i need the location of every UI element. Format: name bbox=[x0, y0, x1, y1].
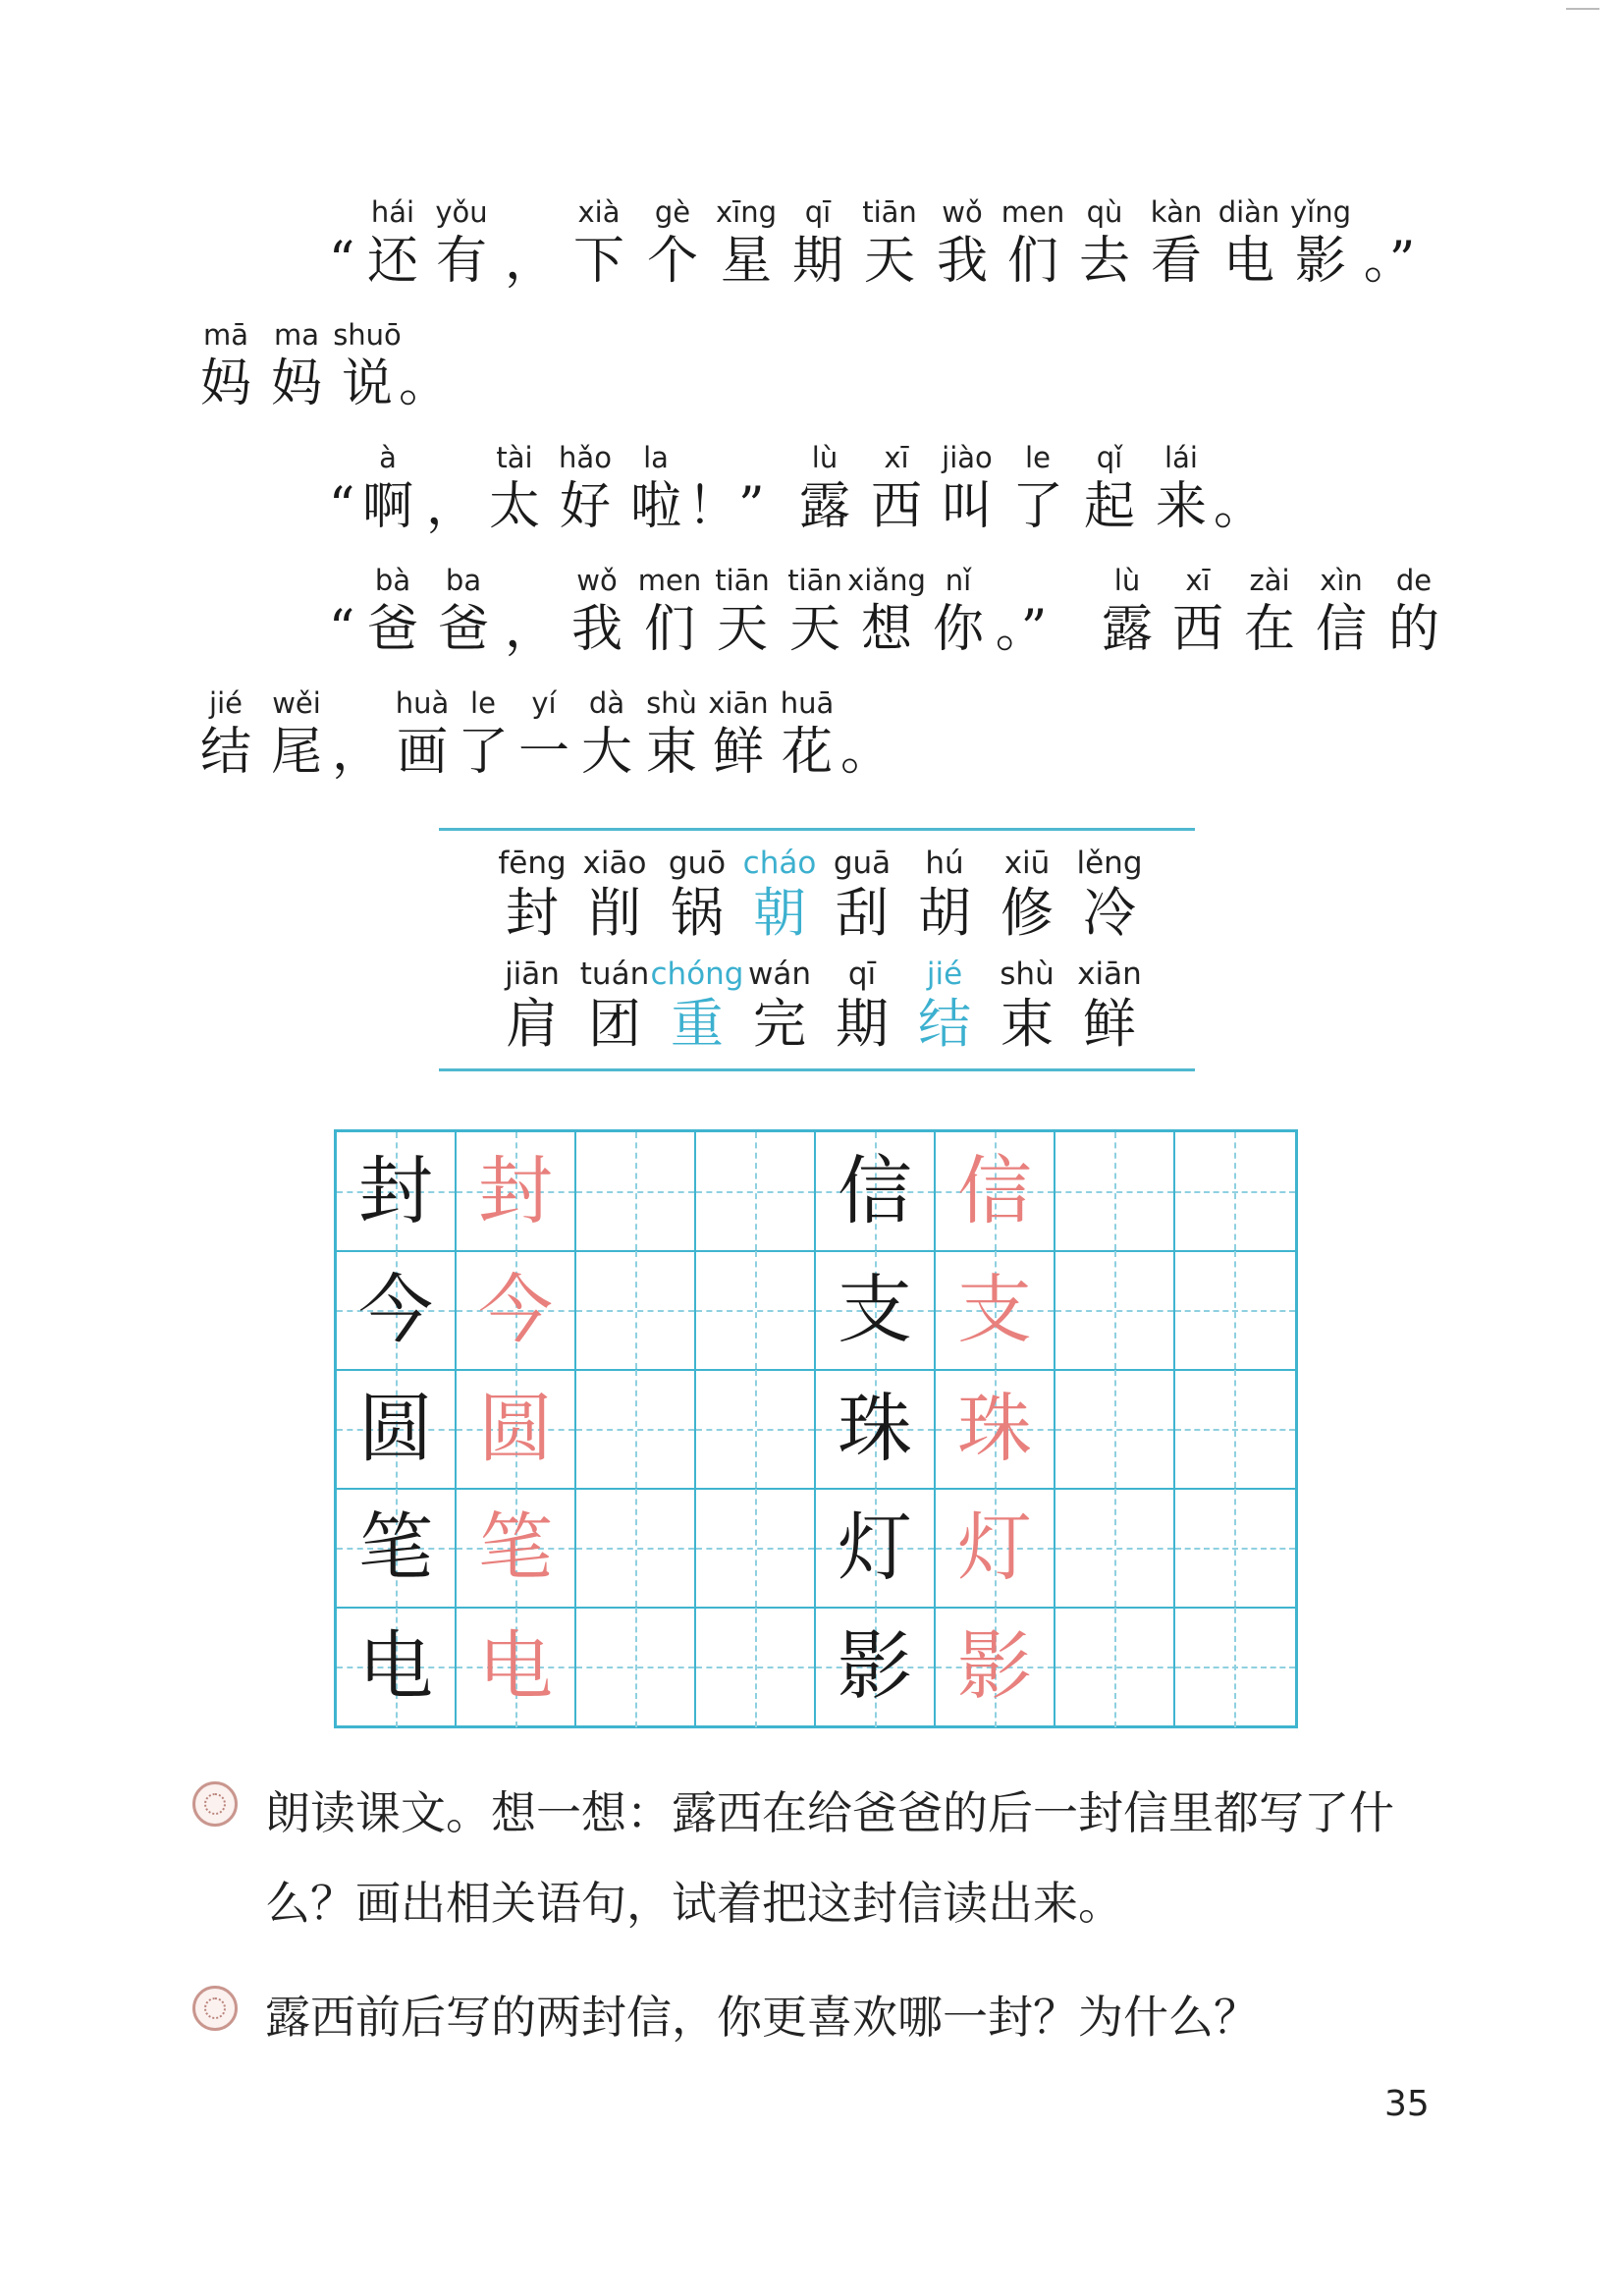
pinyin: wěi bbox=[272, 686, 321, 720]
new-word-pinyin: fēng bbox=[498, 846, 567, 881]
grid-guide-vertical bbox=[1114, 1489, 1116, 1607]
grid-cell bbox=[936, 1370, 1055, 1490]
hanzi: 去 bbox=[1078, 232, 1130, 291]
model-character: 电 bbox=[358, 1622, 433, 1710]
grid-cell bbox=[816, 1489, 936, 1609]
grid-cell bbox=[1055, 1251, 1175, 1371]
trace-character: 信 bbox=[957, 1147, 1032, 1234]
new-word-hanzi: 重 bbox=[671, 993, 724, 1055]
trace-character: 支 bbox=[957, 1266, 1032, 1353]
pinyin: tài bbox=[496, 441, 533, 474]
new-word-hanzi: 鲜 bbox=[1083, 993, 1136, 1055]
pinyin: nǐ bbox=[945, 564, 972, 597]
hanzi: 说 bbox=[341, 355, 393, 413]
hanzi: 叫 bbox=[941, 477, 993, 536]
pinyin: hǎo bbox=[559, 441, 612, 474]
pinyin: kàn bbox=[1150, 195, 1203, 229]
pinyin: xiǎng bbox=[847, 564, 926, 597]
pinyin: qù bbox=[1086, 195, 1123, 229]
pinyin: shù bbox=[646, 686, 697, 720]
pinyin: huà bbox=[395, 686, 450, 720]
grid-guide-vertical bbox=[1114, 1251, 1116, 1369]
grid-cell bbox=[936, 1608, 1055, 1727]
trace-character: 笔 bbox=[478, 1503, 553, 1591]
grid-cell bbox=[816, 1132, 936, 1252]
model-character: 珠 bbox=[838, 1385, 912, 1472]
pinyin: wǒ bbox=[576, 564, 618, 597]
grid-cell bbox=[457, 1132, 576, 1252]
trace-character: 电 bbox=[478, 1622, 553, 1710]
hanzi: 在 bbox=[1243, 600, 1295, 659]
grid-cell bbox=[816, 1608, 936, 1727]
new-word-pinyin: jiān bbox=[505, 957, 560, 992]
grid-cell bbox=[457, 1489, 576, 1609]
hanzi: 信 bbox=[1315, 600, 1367, 659]
punctuation: 。 bbox=[1213, 477, 1265, 536]
hanzi: 爸 bbox=[366, 600, 418, 659]
new-word-pinyin: guā bbox=[833, 846, 892, 881]
new-word-hanzi: 朝 bbox=[753, 882, 806, 944]
pinyin: jié bbox=[209, 686, 243, 720]
new-word-hanzi: 结 bbox=[918, 993, 971, 1055]
hanzi: 还 bbox=[366, 232, 418, 291]
pinyin: xiān bbox=[708, 686, 769, 720]
grid-cell bbox=[576, 1489, 696, 1609]
grid-cell bbox=[936, 1132, 1055, 1252]
hanzi: 好 bbox=[559, 477, 611, 536]
model-character: 灯 bbox=[838, 1503, 912, 1591]
hanzi: 束 bbox=[645, 723, 697, 782]
pinyin: qī bbox=[804, 195, 832, 229]
punctuation: ！” bbox=[687, 477, 765, 536]
hanzi: 了 bbox=[457, 723, 509, 782]
pinyin: yí bbox=[531, 686, 557, 720]
grid-guide-vertical bbox=[755, 1132, 757, 1250]
new-word-pinyin: guō bbox=[668, 846, 727, 881]
new-word-hanzi: 完 bbox=[753, 993, 806, 1055]
grid-cell bbox=[696, 1132, 816, 1252]
grid-guide-vertical bbox=[635, 1608, 637, 1727]
hanzi: 个 bbox=[646, 232, 698, 291]
punctuation: 。 bbox=[839, 723, 892, 782]
grid-cell bbox=[816, 1251, 936, 1371]
corner-mark bbox=[1566, 8, 1599, 10]
grid-guide-vertical bbox=[1234, 1608, 1236, 1727]
model-character: 影 bbox=[838, 1622, 912, 1710]
new-word-pinyin: tuán bbox=[579, 957, 650, 992]
grid-cell bbox=[696, 1251, 816, 1371]
new-word-hanzi: 刮 bbox=[836, 882, 889, 944]
hanzi: 花 bbox=[781, 723, 833, 782]
hanzi: 露 bbox=[1101, 600, 1153, 659]
model-character: 支 bbox=[838, 1266, 912, 1353]
hanzi: 影 bbox=[1294, 232, 1346, 291]
grid-cell bbox=[337, 1370, 457, 1490]
hanzi: 结 bbox=[199, 723, 251, 782]
hanzi: 们 bbox=[1006, 232, 1058, 291]
new-word-hanzi: 削 bbox=[588, 882, 641, 944]
page-number: 35 bbox=[1384, 2084, 1430, 2124]
pinyin: men bbox=[637, 564, 702, 597]
grid-cell bbox=[1055, 1370, 1175, 1490]
hanzi: 的 bbox=[1387, 600, 1439, 659]
new-word-pinyin: cháo bbox=[742, 846, 817, 881]
hanzi: 大 bbox=[580, 723, 632, 782]
pinyin: tiān bbox=[715, 564, 770, 597]
pinyin: la bbox=[643, 441, 669, 474]
grid-guide-vertical bbox=[1114, 1132, 1116, 1250]
hanzi: 鲜 bbox=[712, 723, 764, 782]
hanzi: 画 bbox=[396, 723, 448, 782]
hanzi: 妈 bbox=[270, 355, 322, 413]
trace-character: 圆 bbox=[478, 1385, 553, 1472]
hanzi: 啊 bbox=[361, 477, 413, 536]
writing-grid bbox=[334, 1129, 1298, 1728]
new-word-hanzi: 束 bbox=[1001, 993, 1054, 1055]
grid-cell bbox=[337, 1251, 457, 1371]
grid-cell bbox=[337, 1608, 457, 1727]
grid-cell bbox=[576, 1251, 696, 1371]
pinyin: qǐ bbox=[1096, 441, 1123, 474]
grid-cell bbox=[1175, 1132, 1295, 1252]
grid-cell bbox=[457, 1608, 576, 1727]
hanzi: 露 bbox=[798, 477, 850, 536]
grid-cell bbox=[1055, 1608, 1175, 1727]
trace-character: 珠 bbox=[957, 1385, 1032, 1472]
pinyin: yǒu bbox=[435, 195, 488, 229]
pinyin: le bbox=[470, 686, 496, 720]
pinyin: zài bbox=[1249, 564, 1290, 597]
punctuation: 。 bbox=[398, 355, 450, 413]
trace-character: 影 bbox=[957, 1622, 1032, 1710]
pinyin: wǒ bbox=[942, 195, 983, 229]
hanzi: 起 bbox=[1083, 477, 1135, 536]
pinyin: xī bbox=[1185, 564, 1211, 597]
hanzi: 啦 bbox=[629, 477, 681, 536]
grid-cell bbox=[696, 1489, 816, 1609]
trace-character: 封 bbox=[478, 1147, 553, 1234]
new-word-pinyin: xiān bbox=[1077, 957, 1142, 992]
hanzi: 们 bbox=[643, 600, 695, 659]
grid-cell bbox=[1175, 1608, 1295, 1727]
new-word-hanzi: 冷 bbox=[1083, 882, 1136, 944]
pinyin: de bbox=[1395, 564, 1433, 597]
grid-guide-vertical bbox=[1114, 1608, 1116, 1727]
hanzi: 了 bbox=[1011, 477, 1063, 536]
pinyin: huā bbox=[780, 686, 835, 720]
pinyin: men bbox=[1001, 195, 1065, 229]
grid-cell bbox=[576, 1370, 696, 1490]
hanzi: 想 bbox=[860, 600, 912, 659]
punctuation: ， bbox=[504, 232, 556, 291]
new-word-pinyin: wán bbox=[748, 957, 811, 992]
hanzi: 一 bbox=[517, 723, 569, 782]
grid-guide-vertical bbox=[755, 1251, 757, 1369]
hanzi: 电 bbox=[1222, 232, 1274, 291]
pinyin: hái bbox=[370, 195, 415, 229]
grid-cell bbox=[457, 1370, 576, 1490]
trace-character: 今 bbox=[478, 1266, 553, 1353]
word-box-bottom-rule bbox=[439, 1068, 1195, 1071]
punctuation: “ bbox=[328, 477, 355, 536]
pinyin: ma bbox=[273, 318, 320, 352]
hanzi: 太 bbox=[488, 477, 540, 536]
punctuation: “ bbox=[328, 232, 355, 291]
new-word-hanzi: 封 bbox=[506, 882, 559, 944]
grid-cell bbox=[1175, 1489, 1295, 1609]
pinyin: lù bbox=[811, 441, 839, 474]
grid-cell bbox=[1055, 1132, 1175, 1252]
grid-guide-vertical bbox=[1234, 1489, 1236, 1607]
grid-cell bbox=[696, 1370, 816, 1490]
question-2-text: 露西前后写的两封信，你更喜欢哪一封？为什么？ bbox=[265, 1991, 1259, 2044]
grid-cell bbox=[576, 1132, 696, 1252]
hanzi: 期 bbox=[791, 232, 843, 291]
grid-guide-vertical bbox=[635, 1132, 637, 1250]
hanzi: 尾 bbox=[270, 723, 322, 782]
grid-guide-vertical bbox=[635, 1489, 637, 1607]
hanzi: 西 bbox=[870, 477, 922, 536]
grid-cell bbox=[696, 1608, 816, 1727]
new-word-hanzi: 锅 bbox=[671, 882, 724, 944]
hanzi: 天 bbox=[788, 600, 840, 659]
pinyin: dà bbox=[588, 686, 625, 720]
pinyin: bà bbox=[374, 564, 411, 597]
pinyin: à bbox=[379, 441, 397, 474]
new-word-pinyin: xiāo bbox=[582, 846, 647, 881]
hanzi: 妈 bbox=[199, 355, 251, 413]
grid-cell bbox=[816, 1370, 936, 1490]
new-word-hanzi: 期 bbox=[836, 993, 889, 1055]
pinyin: xīng bbox=[715, 195, 777, 229]
punctuation: ， bbox=[504, 600, 556, 659]
hanzi: 下 bbox=[572, 232, 624, 291]
grid-guide-vertical bbox=[635, 1370, 637, 1488]
pinyin: shuō bbox=[333, 318, 402, 352]
new-word-hanzi: 肩 bbox=[506, 993, 559, 1055]
new-word-hanzi: 团 bbox=[588, 993, 641, 1055]
grid-cell bbox=[936, 1489, 1055, 1609]
punctuation: “ bbox=[328, 600, 355, 659]
hanzi: 天 bbox=[863, 232, 915, 291]
new-word-pinyin: hú bbox=[925, 846, 964, 881]
grid-cell bbox=[1055, 1489, 1175, 1609]
hanzi: 你 bbox=[932, 600, 984, 659]
grid-guide-vertical bbox=[1234, 1370, 1236, 1488]
pinwheel-icon bbox=[192, 1986, 238, 2031]
new-word-pinyin: shù bbox=[1000, 957, 1055, 992]
word-box-top-rule bbox=[439, 828, 1195, 831]
grid-cell bbox=[1175, 1370, 1295, 1490]
pinyin: le bbox=[1025, 441, 1051, 474]
new-word-pinyin: jié bbox=[926, 957, 963, 992]
grid-guide-vertical bbox=[635, 1251, 637, 1369]
grid-cell bbox=[936, 1251, 1055, 1371]
grid-guide-vertical bbox=[1114, 1370, 1116, 1488]
hanzi: 星 bbox=[720, 232, 772, 291]
pinyin: tiān bbox=[862, 195, 917, 229]
new-word-pinyin: chóng bbox=[650, 957, 744, 992]
new-word-pinyin: xiū bbox=[1003, 846, 1051, 881]
grid-guide-vertical bbox=[755, 1608, 757, 1727]
grid-guide-vertical bbox=[1234, 1132, 1236, 1250]
hanzi: 看 bbox=[1150, 232, 1202, 291]
pinyin: gè bbox=[654, 195, 691, 229]
grid-guide-vertical bbox=[755, 1489, 757, 1607]
hanzi: 西 bbox=[1171, 600, 1223, 659]
model-character: 笔 bbox=[358, 1503, 433, 1591]
question-1-text: 朗读课文。想一想：露西在给爸爸的后一封信里都写了什么？画出相关语句，试着把这封信读出来。 bbox=[265, 1786, 1394, 1930]
pinyin: lù bbox=[1113, 564, 1141, 597]
hanzi: 来 bbox=[1155, 477, 1207, 536]
new-word-pinyin: lěng bbox=[1076, 846, 1143, 881]
grid-cell bbox=[457, 1251, 576, 1371]
pinyin: xìn bbox=[1320, 564, 1363, 597]
new-word-pinyin: qī bbox=[847, 957, 877, 992]
pinyin: jiào bbox=[942, 441, 993, 474]
pinyin: diàn bbox=[1217, 195, 1280, 229]
punctuation: ， bbox=[425, 477, 477, 536]
pinyin: lái bbox=[1164, 441, 1198, 474]
hanzi: 我 bbox=[570, 600, 622, 659]
new-word-hanzi: 胡 bbox=[918, 882, 971, 944]
new-word-hanzi: 修 bbox=[1001, 882, 1054, 944]
trace-character: 灯 bbox=[957, 1503, 1032, 1591]
grid-guide-vertical bbox=[755, 1370, 757, 1488]
pinyin: xià bbox=[577, 195, 621, 229]
pinyin: xī bbox=[884, 441, 909, 474]
pinyin: ba bbox=[445, 564, 482, 597]
punctuation: 。” bbox=[995, 600, 1048, 659]
punctuation: 。” bbox=[1363, 232, 1416, 291]
model-character: 今 bbox=[358, 1266, 433, 1353]
pinwheel-icon bbox=[192, 1781, 238, 1827]
hanzi: 我 bbox=[936, 232, 988, 291]
grid-cell bbox=[1175, 1251, 1295, 1371]
hanzi: 有 bbox=[435, 232, 487, 291]
pinyin: tiān bbox=[787, 564, 842, 597]
punctuation: ， bbox=[331, 723, 383, 782]
hanzi: 天 bbox=[716, 600, 768, 659]
hanzi: 爸 bbox=[437, 600, 489, 659]
model-character: 圆 bbox=[358, 1385, 433, 1472]
grid-guide-vertical bbox=[1234, 1251, 1236, 1369]
grid-cell bbox=[576, 1608, 696, 1727]
grid-cell bbox=[337, 1489, 457, 1609]
model-character: 封 bbox=[358, 1147, 433, 1234]
pinyin: mā bbox=[202, 318, 249, 352]
model-character: 信 bbox=[838, 1147, 912, 1234]
pinyin: yǐng bbox=[1289, 195, 1351, 229]
grid-cell bbox=[337, 1132, 457, 1252]
